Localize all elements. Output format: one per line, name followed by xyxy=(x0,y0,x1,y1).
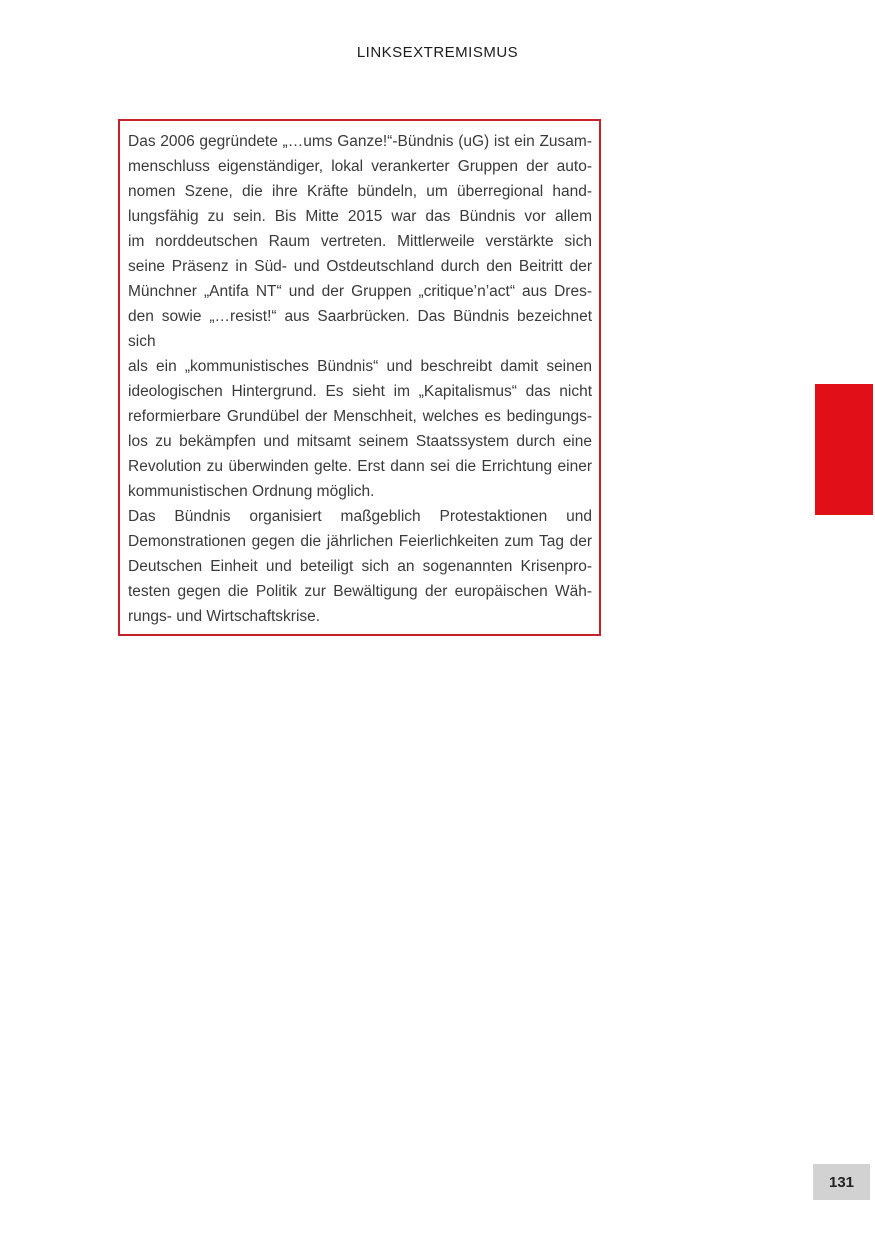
infobox-line: Deutschen Einheit und beteiligt sich an sogenannten Krisenpro- xyxy=(128,558,592,575)
infobox-paragraph xyxy=(128,504,592,629)
infobox-line: kommunistischen Ordnung möglich. xyxy=(128,483,375,500)
infobox-line: Das Bündnis organisiert maßgeblich Protestaktionen und xyxy=(128,508,592,525)
infobox-line: Demonstrationen gegen die jährlichen Feierlichkeiten zum Tag der xyxy=(128,533,592,550)
page-header: LINKSEXTREMISMUS xyxy=(356,44,519,61)
page-number: 131 xyxy=(828,1173,855,1191)
infobox-line: ideologischen Hintergrund. Es sieht im „Kapitalismus“ das nicht xyxy=(128,383,592,400)
infobox-line: Revolution zu überwinden gelte. Erst dann sei die Errichtung einer xyxy=(128,458,592,475)
infobox-line: menschluss eigenständiger, lokal verankerter Gruppen der auto- xyxy=(128,158,592,175)
infobox-line: los zu bekämpfen und mitsamt seinem Staatssystem durch eine xyxy=(128,433,592,450)
infobox-line: nomen Szene, die ihre Kräfte bündeln, um überregional hand- xyxy=(128,183,592,200)
infobox-line: Münchner „Antifa NT“ und der Gruppen „critique’n’act“ aus Dres- xyxy=(128,283,592,300)
infobox-line: im norddeutschen Raum vertreten. Mittlerweile verstärkte sich xyxy=(128,233,592,250)
infobox-line: lungsfähig zu sein. Bis Mitte 2015 war das Bündnis vor allem xyxy=(128,208,592,225)
infobox-line: rungs- und Wirtschaftskrise. xyxy=(128,608,321,625)
infobox-line: Das 2006 gegründete „…ums Ganze!“-Bündnis (uG) ist ein Zusam- xyxy=(128,133,592,150)
infobox-line: seine Präsenz in Süd- und Ostdeutschland durch den Beitritt der xyxy=(128,258,592,275)
infobox-line: als ein „kommunistisches Bündnis“ und beschreibt damit seinen xyxy=(128,358,592,375)
infobox-line: den sowie „…resist!“ aus Saarbrücken. Das Bündnis bezeichnet sich xyxy=(128,308,592,350)
infobox-line: reformierbare Grundübel der Menschheit, welches es bedingungs- xyxy=(128,408,592,425)
page-number-badge xyxy=(813,1164,870,1200)
infobox xyxy=(118,119,601,636)
infobox-paragraph xyxy=(128,129,592,504)
infobox-line: testen gegen die Politik zur Bewältigung der europäischen Wäh- xyxy=(128,583,592,600)
chapter-tab-marker xyxy=(815,384,873,515)
